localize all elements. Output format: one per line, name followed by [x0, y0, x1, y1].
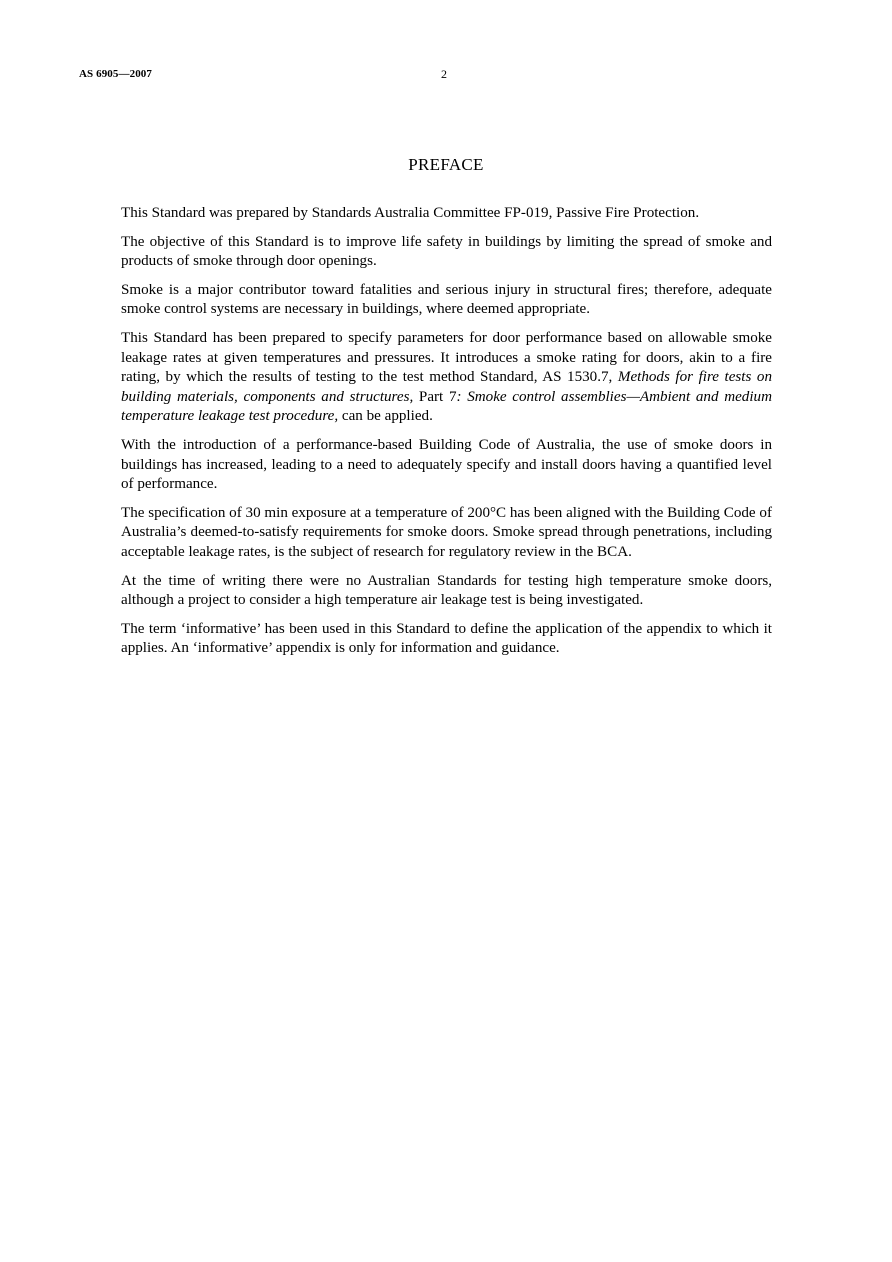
smoke-rating-text-2: Part 7 — [413, 388, 457, 405]
preface-body — [121, 204, 772, 668]
page-title: PREFACE — [408, 155, 484, 174]
paragraph-high-temperature: At the time of writing there were no Australian Standards for testing high temperature smoke doors, although a project to consider a high temperature air leakage test is being investigated. — [121, 572, 772, 609]
paragraph-informative: The term ‘informative’ has been used in this Standard to define the application of the appendix to which it applies. An ‘informative’ appendix is only for information and guidance. — [121, 620, 772, 657]
referenced-part-title: : Smoke control assemblies—Ambient and medium temperature leakage test procedure, — [121, 388, 772, 425]
paragraph-objective: The objective of this Standard is to improve life safety in buildings by limiting the spread of smoke and products of smoke through door openings. — [121, 233, 772, 270]
page-number: 2 — [441, 67, 447, 81]
paragraph-committee: This Standard was prepared by Standards Australia Committee FP-019, Passive Fire Protection. — [121, 205, 700, 221]
smoke-rating-text-3: can be applied. — [338, 408, 433, 425]
paragraph-building-code: With the introduction of a performance-based Building Code of Australia, the use of smoke doors in buildings has increased, leading to a need to adequately specify and install doors having a quantified level of performance. — [121, 436, 772, 493]
document-identifier: AS 6905—2007 — [79, 68, 153, 80]
paragraph-specification: The specification of 30 min exposure at a temperature of 200°C has been aligned with the Building Code of Australia’s deemed-to-satisfy requirements for smoke doors. Smoke spread through penetrations, including acceptable leakage rates, is the subject of research for regulatory review in the BCA. — [121, 504, 772, 560]
paragraph-smoke-rating — [121, 329, 772, 427]
paragraph-smoke-hazard: Smoke is a major contributor toward fatalities and serious injury in structural fires; therefore, adequate smoke control systems are necessary in buildings, where deemed appropriate. — [121, 281, 772, 318]
smoke-rating-text-1: This Standard has been prepared to specify parameters for door performance based on allowable smoke leakage rates at given temperatures and pressures. It introduces a smoke rating for doors, akin to a fire rating, by which the results of testing to the test method Standard, AS 1530.7, — [121, 329, 772, 386]
referenced-standard-title: Methods for fire tests on building materials, components and structures, — [121, 369, 772, 405]
